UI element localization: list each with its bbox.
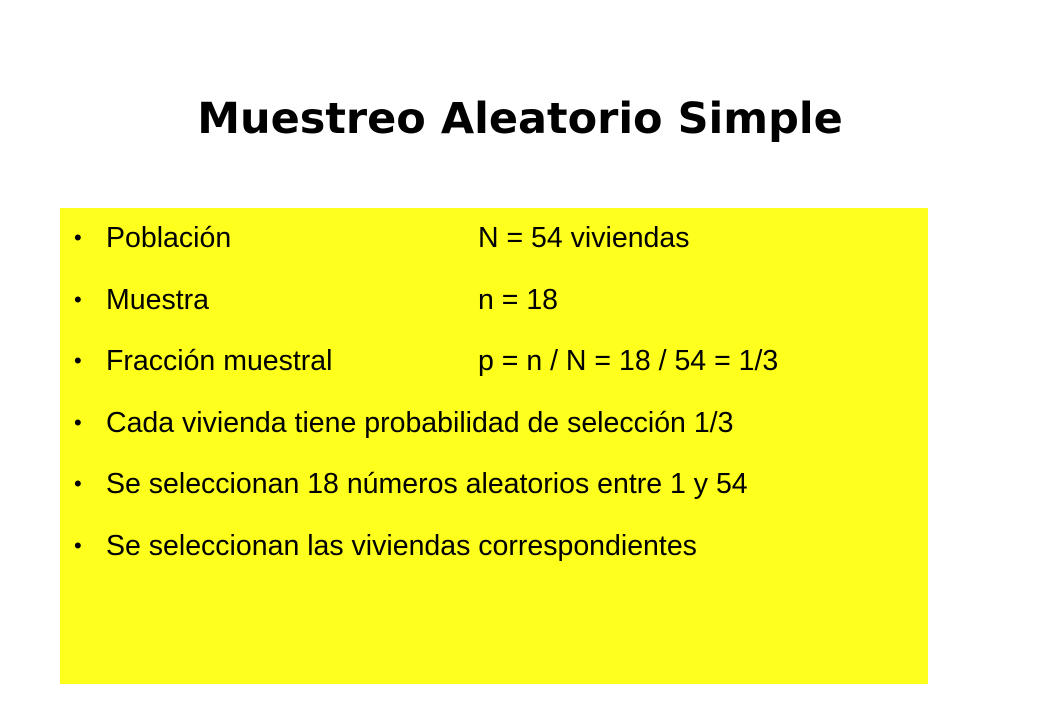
bullet-icon: • xyxy=(74,348,82,373)
bullet-icon: • xyxy=(74,225,82,250)
bullet-icon: • xyxy=(74,286,82,312)
bullet-text: Se seleccionan 18 números aleatorios entre 1 y 54 xyxy=(106,468,748,500)
bullet-value: p = n / N = 18 / 54 = 1/3 xyxy=(478,345,779,377)
bullet-icon: • xyxy=(74,471,82,496)
bullet-icon: • xyxy=(74,532,82,558)
bullet-value: N = 54 viviendas xyxy=(478,222,690,254)
bullet-text: Se seleccionan las viviendas correspondientes xyxy=(106,529,697,562)
slide-title: Muestreo Aleatorio Simple xyxy=(197,94,843,144)
bullet-value: n = 18 xyxy=(478,283,559,316)
bullet-label: Fracción muestral xyxy=(106,345,333,377)
bullet-text: Cada vivienda tiene probabilidad de selección 1/3 xyxy=(106,406,734,439)
bullet-label: Población xyxy=(106,222,232,254)
bullet-icon: • xyxy=(74,409,82,435)
bullet-label: Muestra xyxy=(106,283,209,316)
